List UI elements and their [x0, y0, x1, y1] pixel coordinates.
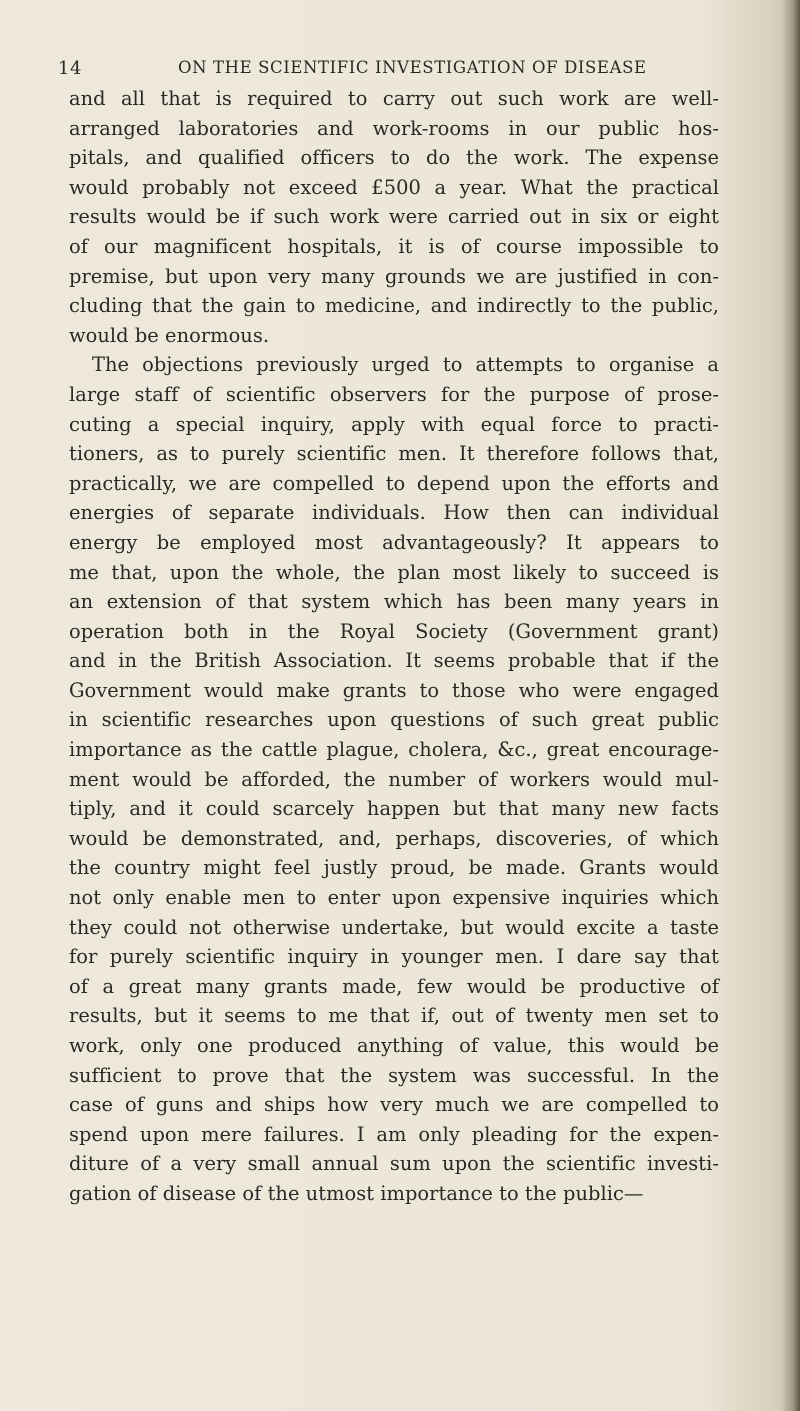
text-line: results, but it seems to me that if, out of twenty men set to	[69, 1004, 719, 1028]
text-line: energy be employed most advantageously? It appears to	[69, 530, 719, 554]
body-text	[69, 84, 719, 1209]
text-line: operation both in the Royal Society (Government grant)	[69, 619, 719, 643]
text-line: the country might feel justly proud, be made. Grants would	[69, 856, 719, 880]
text-line: not only enable men to enter upon expensive inquiries which	[69, 886, 719, 910]
text-line: would probably not exceed £500 a year. What the practical	[69, 175, 719, 199]
text-line: would be enormous.	[69, 323, 270, 347]
text-line: energies of separate individuals. How then can individual	[69, 501, 719, 525]
text-line: an extension of that system which has been many years in	[69, 590, 719, 614]
text-line: of a great many grants made, few would be productive of	[69, 974, 719, 998]
running-title: ON THE SCIENTIFIC INVESTIGATION OF DISEASE	[178, 58, 647, 77]
text-line: Government would make grants to those who were engaged	[69, 678, 719, 702]
text-line: diture of a very small annual sum upon the scientific investi-	[69, 1152, 719, 1176]
text-line: of our magnificent hospitals, it is of course impossible to	[69, 234, 719, 258]
text-line: premise, but upon very many grounds we are justified in con-	[69, 264, 719, 288]
page-edge-shadow	[782, 0, 800, 1411]
page-number: 14	[58, 58, 82, 79]
text-line: case of guns and ships how very much we are compelled to	[69, 1093, 719, 1117]
text-line: ment would be afforded, the number of workers would mul-	[69, 767, 719, 791]
text-line: tiply, and it could scarcely happen but that many new facts	[69, 797, 719, 821]
text-line: results would be if such work were carried out in six or eight	[69, 205, 719, 229]
text-line: sufficient to prove that the system was successful. In the	[69, 1063, 719, 1087]
text-line: tioners, as to purely scientific men. It therefore follows that,	[69, 442, 719, 466]
text-line: importance as the cattle plague, cholera, &c., great encourage-	[69, 738, 719, 762]
text-line: work, only one produced anything of value, this would be	[69, 1034, 719, 1057]
text-line: and in the British Association. It seems probable that if the	[69, 649, 719, 673]
text-line: me that, upon the whole, the plan most likely to succeed is	[69, 560, 719, 584]
paragraph-start-line: The objections previously urged to attempts to organise a	[92, 353, 719, 377]
text-line: pitals, and qualified officers to do the work. The expense	[69, 146, 719, 170]
text-line: they could not otherwise undertake, but would excite a taste	[69, 915, 719, 939]
text-line: in scientific researches upon questions of such great public	[69, 708, 719, 732]
text-line: cuting a special inquiry, apply with equal force to practi-	[69, 412, 719, 436]
text-line: large staff of scientific observers for the purpose of prose-	[69, 382, 719, 406]
text-line: and all that is required to carry out such work are well-	[69, 87, 719, 110]
running-head	[58, 58, 718, 84]
text-line: spend upon mere failures. I am only pleading for the expen-	[69, 1122, 719, 1146]
text-line: gation of disease of the utmost importance to the public—	[69, 1181, 644, 1205]
text-line: arranged laboratories and work-rooms in our public hos-	[69, 116, 719, 140]
text-line: for purely scientific inquiry in younger men. I dare say that	[69, 945, 719, 969]
text-line: would be demonstrated, and, perhaps, discoveries, of which	[69, 826, 719, 850]
text-line: practically, we are compelled to depend upon the efforts and	[69, 471, 719, 495]
text-line: cluding that the gain to medicine, and indirectly to the public,	[69, 294, 719, 318]
